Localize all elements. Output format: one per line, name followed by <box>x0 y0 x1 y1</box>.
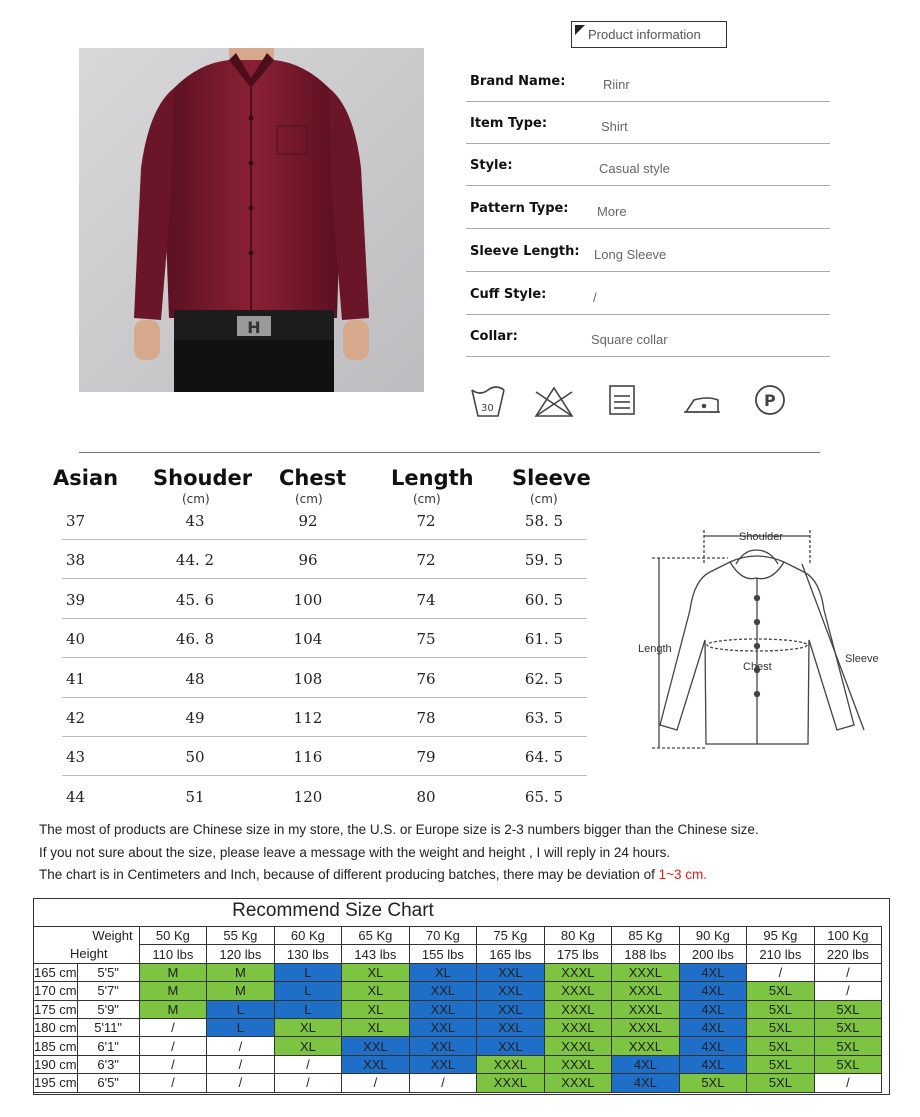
product-photo <box>79 48 424 392</box>
recommended-size-cell: 5XL <box>747 1055 815 1073</box>
recommended-size-cell: XXXL <box>544 1037 612 1055</box>
label-chest: Chest <box>743 661 772 673</box>
note-line-3 <box>39 867 707 882</box>
recommended-size-cell: / <box>207 1037 275 1055</box>
care-icons <box>468 382 798 422</box>
recommended-size-cell: XXL <box>409 1055 477 1073</box>
recommended-size-cell: 5XL <box>747 1000 815 1018</box>
size-cell: 49 <box>185 709 205 727</box>
tumble-dry-icon <box>610 386 634 414</box>
recommended-size-cell: XXXL <box>477 1055 545 1073</box>
recommended-size-cell: 5XL <box>814 1000 882 1018</box>
height-ft-cell: 6'5" <box>77 1074 139 1092</box>
size-cell: 63. 5 <box>524 709 564 727</box>
recommend-chart-title: Recommend Size Chart <box>232 900 434 921</box>
size-cell: 38 <box>66 551 86 570</box>
size-cell: 120 <box>293 787 323 806</box>
svg-text:30: 30 <box>481 403 494 414</box>
weight-kg-cell: 60 Kg <box>274 927 342 945</box>
recommended-size-cell: XXL <box>477 963 545 981</box>
info-value: / <box>593 290 597 305</box>
size-cell: 100 <box>293 590 323 609</box>
recommended-size-cell: M <box>139 963 207 981</box>
recommended-size-cell: XXL <box>409 1018 477 1036</box>
weight-lbs-cell: 120 lbs <box>207 945 275 963</box>
info-key: Pattern Type: <box>470 201 569 216</box>
recommended-size-cell: M <box>207 963 275 981</box>
size-cell: 48 <box>185 669 205 688</box>
unit-sleeve: (cm) <box>530 492 558 506</box>
weight-lbs-cell: 220 lbs <box>814 945 882 963</box>
recommended-size-cell: XL <box>342 982 410 1000</box>
recommended-size-cell: XXL <box>477 1037 545 1055</box>
iron-low-icon <box>684 398 720 412</box>
size-cell: 78 <box>416 709 436 727</box>
size-cell: 44 <box>66 787 86 806</box>
product-information-label: Product information <box>588 27 701 42</box>
size-cell: 43 <box>66 748 86 767</box>
info-row-item-type <box>466 102 830 144</box>
svg-text:P: P <box>764 391 776 410</box>
recommended-size-cell: / <box>747 963 815 981</box>
size-cell: 39 <box>66 590 86 609</box>
info-row-sleeve-length <box>466 230 830 272</box>
weight-lbs-cell: 165 lbs <box>477 945 545 963</box>
recommended-size-cell: / <box>207 1074 275 1092</box>
info-value: Square collar <box>591 332 668 347</box>
info-row-brand <box>466 60 830 102</box>
height-row <box>34 1055 882 1073</box>
section-divider <box>79 452 820 453</box>
size-cell: 64. 5 <box>524 748 564 767</box>
size-cell: 62. 5 <box>524 669 564 688</box>
row-divider <box>62 618 587 619</box>
info-value: Riinr <box>603 77 630 92</box>
header-length: Length <box>391 466 474 490</box>
info-row-pattern-type <box>466 187 830 229</box>
row-divider <box>62 578 587 579</box>
info-value: More <box>597 204 627 219</box>
height-cm-cell: 190 cm <box>34 1056 77 1072</box>
height-ft-cell: 6'3" <box>77 1055 139 1073</box>
note-line-2: If you not sure about the size, please leave a message with the weight and height , I will reply in 24 hours. <box>39 845 671 860</box>
height-cm-cell: 175 cm <box>34 1001 77 1017</box>
size-cell: 37 <box>66 512 86 530</box>
recommended-size-cell: XXXL <box>544 1018 612 1036</box>
recommended-size-cell: / <box>139 1055 207 1073</box>
recommended-size-cell: 4XL <box>679 963 747 981</box>
size-cell: 50 <box>185 748 205 767</box>
label-shoulder: Shoulder <box>739 531 784 543</box>
size-cell: 79 <box>416 748 436 767</box>
shirt-measurement-diagram <box>632 520 888 756</box>
info-value: Long Sleeve <box>594 247 667 262</box>
recommended-size-cell: 5XL <box>814 1055 882 1073</box>
height-ft-cell: 6'1" <box>77 1037 139 1055</box>
info-value: Casual style <box>599 161 670 176</box>
weight-lbs-cell: 188 lbs <box>612 945 680 963</box>
size-cell: 59. 5 <box>524 551 564 570</box>
size-cell: 65. 5 <box>524 787 564 806</box>
height-ft-cell: 5'7" <box>77 982 139 1000</box>
recommended-size-cell: / <box>814 1074 882 1092</box>
height-ft-cell: 5'9" <box>77 1000 139 1018</box>
weight-kg-cell: 80 Kg <box>544 927 612 945</box>
product-information-tag <box>571 21 727 48</box>
recommended-size-cell: XXXL <box>477 1074 545 1092</box>
height-cm-cell: 180 cm <box>34 1020 77 1036</box>
recommended-size-cell: 5XL <box>679 1074 747 1092</box>
recommended-size-cell: / <box>139 1018 207 1036</box>
weight-lbs-cell: 143 lbs <box>342 945 410 963</box>
recommended-size-cell: / <box>139 1074 207 1092</box>
weight-lbs-cell: 110 lbs <box>139 945 207 963</box>
size-cell: 41 <box>66 669 86 688</box>
recommended-size-cell: XL <box>274 1037 342 1055</box>
recommended-size-cell: XXL <box>409 982 477 1000</box>
unit-shoulder: (cm) <box>182 492 210 506</box>
recommended-size-cell: 5XL <box>747 982 815 1000</box>
height-cm-cell: 165 cm <box>34 964 77 980</box>
recommended-size-cell: / <box>274 1074 342 1092</box>
label-sleeve: Sleeve <box>845 653 879 665</box>
size-cell: 104 <box>293 630 323 649</box>
row-divider <box>62 657 587 658</box>
label-length: Length <box>638 643 672 655</box>
recommended-size-cell: L <box>274 1000 342 1018</box>
size-cell: 58. 5 <box>524 512 564 530</box>
row-divider <box>62 736 587 737</box>
weight-lbs-row <box>34 945 882 963</box>
recommended-size-cell: XXXL <box>612 1000 680 1018</box>
size-cell: 74 <box>416 590 436 609</box>
recommended-size-cell: 4XL <box>679 1000 747 1018</box>
size-cell: 116 <box>293 748 323 767</box>
recommended-size-cell: 4XL <box>679 1037 747 1055</box>
recommended-size-cell: L <box>274 963 342 981</box>
weight-label: Weight <box>34 927 140 945</box>
height-row <box>34 982 882 1000</box>
height-row <box>34 1074 882 1092</box>
recommended-size-cell: XXL <box>477 1000 545 1018</box>
weight-lbs-cell: 155 lbs <box>409 945 477 963</box>
recommended-size-cell: XXXL <box>612 982 680 1000</box>
size-cell: 76 <box>416 669 436 688</box>
note-line-1: The most of products are Chinese size in my store, the U.S. or Europe size is 2-3 numbers bigger than the Chinese size. <box>39 822 759 837</box>
row-divider <box>62 697 587 698</box>
row-divider <box>62 775 587 776</box>
height-ft-cell: 5'5" <box>77 963 139 981</box>
recommended-size-cell: 5XL <box>814 1018 882 1036</box>
size-cell: 72 <box>416 512 436 530</box>
weight-kg-cell: 70 Kg <box>409 927 477 945</box>
size-cell: 42 <box>66 709 86 727</box>
weight-kg-cell: 50 Kg <box>139 927 207 945</box>
recommended-size-cell: XXL <box>409 1037 477 1055</box>
recommended-size-cell: / <box>207 1055 275 1073</box>
recommended-size-cell: XXL <box>477 982 545 1000</box>
info-value: Shirt <box>601 119 628 134</box>
recommended-size-cell: / <box>342 1074 410 1092</box>
recommended-size-cell: 5XL <box>747 1074 815 1092</box>
recommended-size-cell: / <box>409 1074 477 1092</box>
weight-kg-cell: 75 Kg <box>477 927 545 945</box>
row-divider <box>62 539 587 540</box>
recommended-size-cell: 4XL <box>612 1074 680 1092</box>
recommended-size-cell: 4XL <box>679 982 747 1000</box>
dry-clean-p-icon <box>756 386 784 414</box>
recommended-size-cell: L <box>207 1018 275 1036</box>
size-cell: 51 <box>185 787 205 806</box>
recommended-size-cell: XXXL <box>612 1037 680 1055</box>
info-row-style <box>466 144 830 186</box>
recommended-size-cell: XL <box>342 1000 410 1018</box>
size-cell: 46. 8 <box>175 630 215 649</box>
recommend-size-table <box>33 926 882 1093</box>
size-cell: 80 <box>416 787 436 806</box>
recommended-size-cell: L <box>274 982 342 1000</box>
height-row <box>34 1037 882 1055</box>
size-cell: 108 <box>293 669 323 688</box>
recommended-size-cell: M <box>207 982 275 1000</box>
header-chest: Chest <box>279 466 347 490</box>
weight-lbs-cell: 210 lbs <box>747 945 815 963</box>
weight-lbs-cell: 200 lbs <box>679 945 747 963</box>
recommended-size-cell: / <box>139 1037 207 1055</box>
size-cell: 112 <box>293 709 323 727</box>
recommended-size-cell: / <box>814 963 882 981</box>
size-cell: 96 <box>298 551 318 570</box>
info-key: Collar: <box>470 329 518 344</box>
size-cell: 45. 6 <box>175 590 215 609</box>
info-key: Item Type: <box>470 116 548 131</box>
weight-kg-cell: 95 Kg <box>747 927 815 945</box>
size-cell: 75 <box>416 630 436 649</box>
recommended-size-cell: XL <box>342 1018 410 1036</box>
size-cell: 92 <box>298 512 318 530</box>
do-not-bleach-icon <box>536 388 572 416</box>
recommended-size-cell: XL <box>274 1018 342 1036</box>
recommended-size-cell: XXXL <box>544 1055 612 1073</box>
header-asian: Asian <box>53 466 119 490</box>
recommended-size-cell: XL <box>342 963 410 981</box>
recommended-size-cell: XXXL <box>544 1000 612 1018</box>
height-row <box>34 963 882 981</box>
recommended-size-cell: XXXL <box>612 963 680 981</box>
svg-text:H: H <box>247 318 261 337</box>
recommended-size-cell: XXL <box>477 1018 545 1036</box>
recommended-size-cell: XXXL <box>544 963 612 981</box>
note-deviation-highlight: 1~3 cm. <box>658 867 708 882</box>
weight-kg-cell: 100 Kg <box>814 927 882 945</box>
size-cell: 40 <box>66 630 86 649</box>
recommended-size-cell: 5XL <box>814 1037 882 1055</box>
recommended-size-cell: M <box>139 1000 207 1018</box>
recommended-size-cell: 5XL <box>747 1018 815 1036</box>
height-ft-cell: 5'11" <box>77 1018 139 1036</box>
info-key: Sleeve Length: <box>470 244 580 259</box>
info-row-collar <box>466 315 830 357</box>
size-cell: 72 <box>416 551 436 570</box>
size-cell: 61. 5 <box>524 630 564 649</box>
size-cell: 60. 5 <box>524 590 564 609</box>
info-key: Style: <box>470 158 513 173</box>
header-shoulder: Shouder <box>153 466 253 490</box>
recommended-size-cell: / <box>274 1055 342 1073</box>
height-cm-cell: 185 cm <box>34 1038 77 1054</box>
weight-lbs-cell: 130 lbs <box>274 945 342 963</box>
weight-kg-row <box>34 927 882 945</box>
recommended-size-cell: 4XL <box>612 1055 680 1073</box>
recommended-size-cell: XXXL <box>544 1074 612 1092</box>
size-cell: 43 <box>185 512 205 530</box>
height-cm-cell: 170 cm <box>34 983 77 999</box>
height-cm-cell: 195 cm <box>34 1075 77 1091</box>
recommended-size-cell: XXL <box>409 1000 477 1018</box>
recommended-size-cell: XXXL <box>544 982 612 1000</box>
hand-wash-30-icon <box>472 387 504 416</box>
corner-triangle-icon <box>575 25 585 35</box>
recommended-size-cell: / <box>814 982 882 1000</box>
weight-lbs-cell: 175 lbs <box>544 945 612 963</box>
info-key: Cuff Style: <box>470 287 547 302</box>
recommended-size-cell: 5XL <box>747 1037 815 1055</box>
recommended-size-cell: 4XL <box>679 1055 747 1073</box>
info-row-cuff-style <box>466 273 830 315</box>
recommended-size-cell: XL <box>409 963 477 981</box>
weight-kg-cell: 85 Kg <box>612 927 680 945</box>
recommended-size-cell: 4XL <box>679 1018 747 1036</box>
recommended-size-cell: XXL <box>342 1055 410 1073</box>
height-label: Height <box>34 945 140 963</box>
weight-kg-cell: 65 Kg <box>342 927 410 945</box>
unit-chest: (cm) <box>295 492 323 506</box>
unit-length: (cm) <box>413 492 441 506</box>
note-line-3-text: The chart is in Centimeters and Inch, because of different producing batches, there may be deviation of <box>39 867 659 882</box>
height-row <box>34 1018 882 1036</box>
recommended-size-cell: XXL <box>342 1037 410 1055</box>
info-key: Brand Name: <box>470 74 566 89</box>
height-row <box>34 1000 882 1018</box>
size-cell: 44. 2 <box>175 551 215 570</box>
header-sleeve: Sleeve <box>512 466 591 490</box>
weight-kg-cell: 55 Kg <box>207 927 275 945</box>
weight-kg-cell: 90 Kg <box>679 927 747 945</box>
recommended-size-cell: XXXL <box>612 1018 680 1036</box>
recommended-size-cell: L <box>207 1000 275 1018</box>
recommended-size-cell: M <box>139 982 207 1000</box>
